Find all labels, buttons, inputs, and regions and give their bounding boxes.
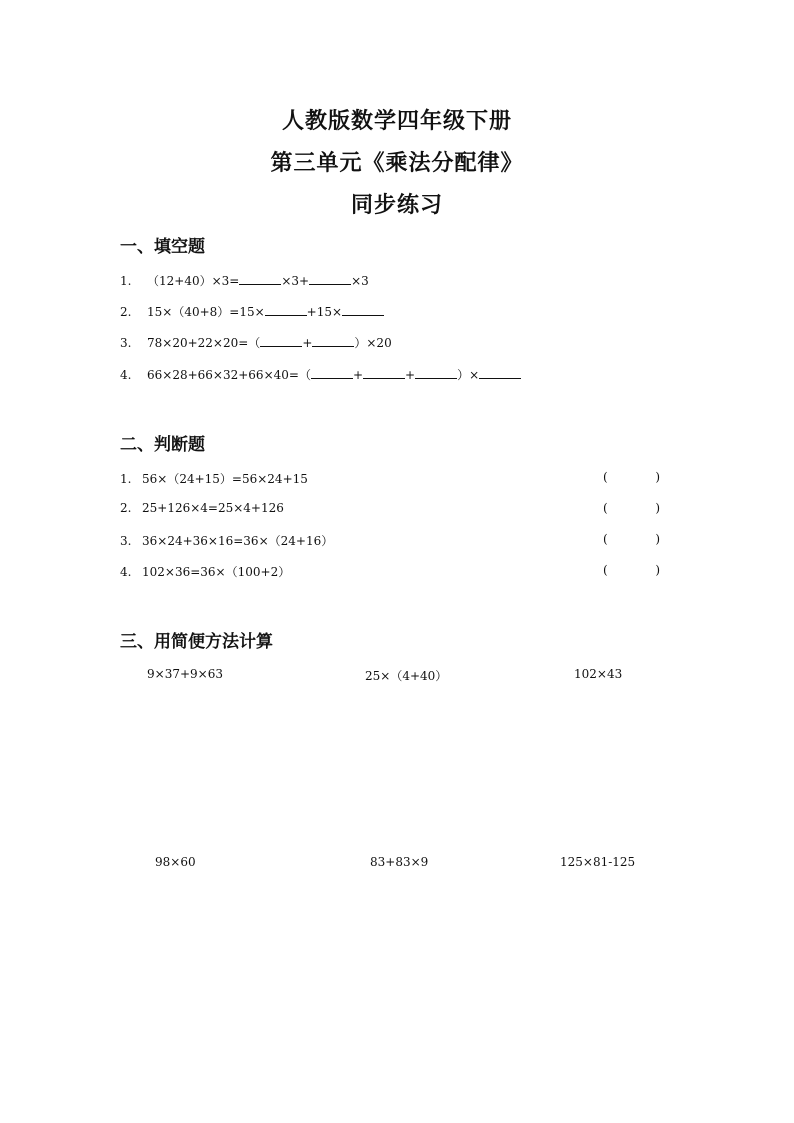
calc-problem-5: 83+83×9 (370, 855, 429, 869)
item-text: 78×20+22×20=（ (147, 336, 261, 350)
fill-blank-item-2 (120, 303, 384, 320)
fill-blank-item-1 (120, 272, 369, 289)
item-text: 56×（24+15）=56×24+15 (142, 472, 308, 486)
section-judge-title: 二、判断题 (120, 435, 205, 455)
page-subheading: 同步练习 (350, 192, 443, 218)
calc-problem-6: 125×81-125 (560, 855, 636, 869)
answer-blank[interactable] (312, 334, 354, 347)
item-number: 3. (120, 534, 132, 548)
page-subtitle: 第三单元《乘法分配律》 (270, 150, 524, 176)
item-text: 36×24+36×16=36×（24+16） (142, 534, 334, 548)
item-text: + (405, 368, 416, 382)
item-number: 4. (120, 368, 132, 382)
paren-left: ( (603, 470, 608, 484)
calc-problem-2: 25×（4+40） (365, 669, 448, 683)
page-title: 人教版数学四年级下册 (281, 108, 512, 134)
calc-problem-3: 102×43 (574, 667, 623, 681)
item-text: + (352, 368, 364, 382)
item-number: 3. (120, 336, 132, 350)
paren-right: ) (655, 532, 660, 546)
item-number: 1. (120, 274, 132, 288)
answer-blank[interactable] (260, 334, 302, 347)
answer-blank[interactable] (479, 366, 521, 379)
item-text: ×3 (351, 274, 369, 288)
calc-problem-4: 98×60 (155, 855, 196, 869)
item-text: （12+40）×3= (147, 274, 240, 288)
judge-item-2 (120, 501, 284, 515)
item-text: ）× (457, 368, 480, 382)
judge-item-4 (120, 563, 290, 580)
answer-blank[interactable] (342, 303, 384, 316)
item-text: 102×36=36×（100+2） (142, 565, 291, 579)
judge-answer-box-3[interactable] (603, 532, 660, 546)
item-text: +15× (306, 305, 343, 319)
item-text: + (302, 336, 313, 350)
answer-blank[interactable] (311, 366, 353, 379)
judge-answer-box-2[interactable] (603, 501, 660, 515)
section-fill-blank-title: 一、填空题 (120, 237, 205, 257)
judge-answer-box-4[interactable] (603, 563, 660, 577)
paren-right: ) (655, 470, 660, 484)
item-number: 1. (120, 472, 132, 486)
item-text: 25+126×4=25×4+126 (142, 501, 284, 515)
item-text: 66×28+66×32+66×40=（ (147, 368, 311, 382)
judge-item-3 (120, 532, 333, 549)
item-text: ）×20 (354, 336, 392, 350)
answer-blank[interactable] (265, 303, 307, 316)
paren-left: ( (603, 532, 608, 546)
paren-right: ) (655, 563, 660, 577)
item-number: 2. (120, 305, 132, 319)
item-text: 15×（40+8）=15× (147, 305, 265, 319)
answer-blank[interactable] (309, 272, 351, 285)
paren-left: ( (603, 501, 608, 515)
answer-blank[interactable] (239, 272, 281, 285)
fill-blank-item-4 (120, 366, 521, 383)
item-text: ×3+ (281, 274, 310, 288)
paren-right: ) (655, 501, 660, 515)
answer-blank[interactable] (363, 366, 405, 379)
fill-blank-item-3 (120, 334, 392, 351)
judge-answer-box-1[interactable] (603, 470, 660, 484)
item-number: 2. (120, 501, 132, 515)
judge-item-1 (120, 470, 308, 487)
paren-left: ( (603, 563, 608, 577)
answer-blank[interactable] (415, 366, 457, 379)
section-calc-title: 三、用简便方法计算 (120, 632, 273, 652)
calc-problem-1: 9×37+9×63 (147, 667, 223, 681)
item-number: 4. (120, 565, 132, 579)
